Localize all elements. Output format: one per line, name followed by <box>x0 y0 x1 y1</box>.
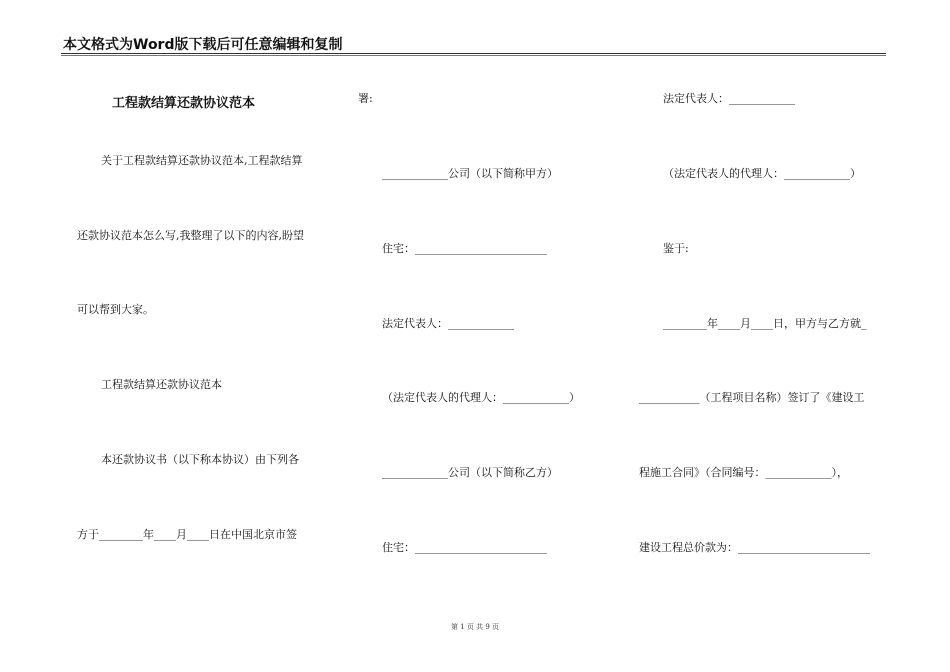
document-title: 工程款结算还款协议范本 <box>112 96 256 111</box>
party-b-address-line: 住宅：________________________ <box>382 541 547 554</box>
right-paragraph-line: ___________（工程项目名称）签订了《建设工 <box>639 391 865 404</box>
left-paragraph-line: 方于________年____月____日在中国北京市签 <box>77 528 297 541</box>
party-a-legal-rep-line: 法定代表人：____________ <box>382 317 514 330</box>
party-a-agent-line: （法定代表人的代理人：____________） <box>382 391 580 404</box>
party-b-legal-rep-line: 法定代表人：____________ <box>663 92 795 105</box>
page-number: 第 1 页 共 9 页 <box>450 623 500 631</box>
left-paragraph-line: 本还款协议书（以下称本协议）由下列各 <box>101 453 299 466</box>
right-paragraph-line: 建设工程总价款为：________________________ <box>639 541 870 554</box>
left-paragraph-line: 可以帮到大家。 <box>77 303 154 316</box>
header-divider <box>61 53 886 54</box>
left-paragraph-line: 关于工程款结算还款协议范本,工程款结算 <box>101 154 303 167</box>
left-section-heading: 工程款结算还款协议范本 <box>101 378 222 391</box>
right-paragraph-line: 程施工合同》（合同编号：____________）， <box>639 466 848 479</box>
middle-paragraph-line: 署: <box>358 92 373 105</box>
document-banner: 本文格式为Word版下载后可任意编辑和复制 <box>63 37 343 53</box>
whereas-heading: 鉴于: <box>663 242 689 255</box>
party-b-company-line: ____________公司（以下简称乙方） <box>382 466 558 479</box>
left-paragraph-line: 还款协议范本怎么写,我整理了以下的内容,盼望 <box>77 229 304 242</box>
right-paragraph-line: ________年____月____日，甲方与乙方就_ <box>663 317 867 330</box>
party-a-address-line: 住宅：________________________ <box>382 242 547 255</box>
party-b-agent-line: （法定代表人的代理人：____________） <box>663 167 861 180</box>
header-divider-thin <box>61 55 886 56</box>
party-a-company-line: ____________公司（以下简称甲方） <box>382 167 558 180</box>
